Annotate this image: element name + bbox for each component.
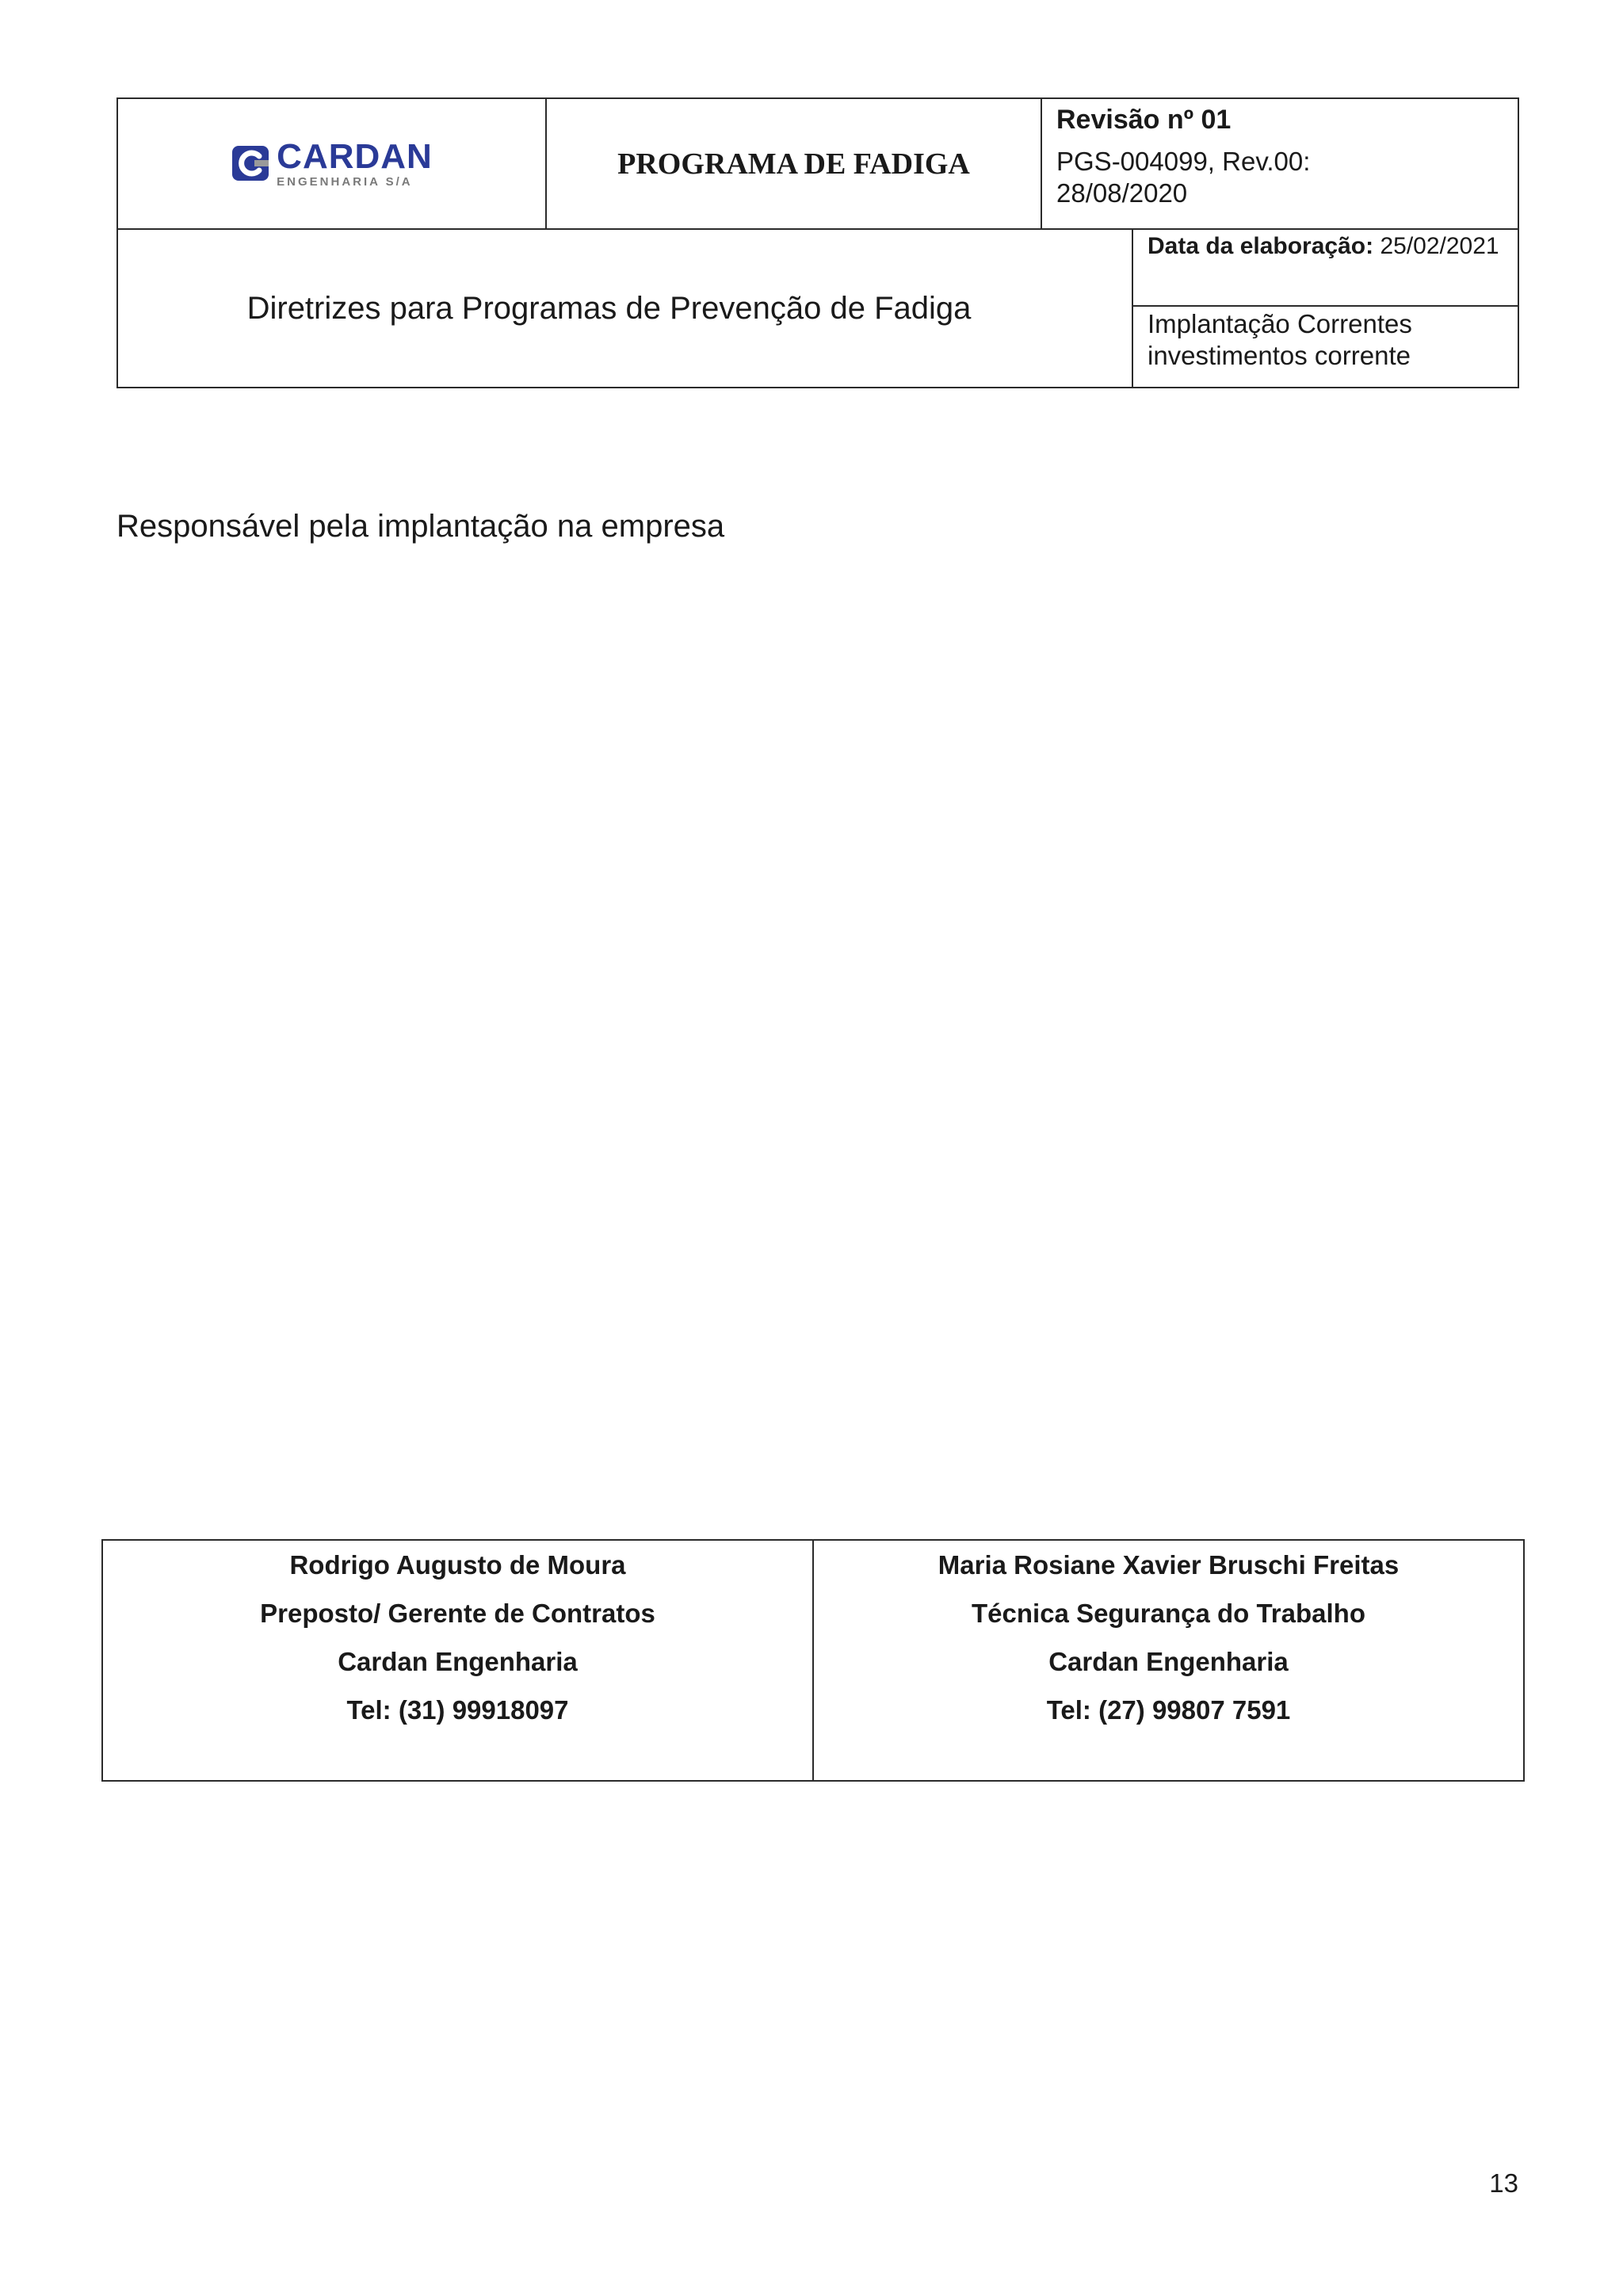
- elaboration-label: Data da elaboração:: [1148, 233, 1374, 259]
- implantation-cell: [1132, 306, 1518, 388]
- signer-company: Cardan Engenharia: [338, 1647, 578, 1676]
- company-logo: [231, 136, 433, 189]
- signer-phone: Tel: (31) 99918097: [346, 1695, 569, 1725]
- page-number: 13: [1489, 2168, 1518, 2198]
- revision-date: 28/08/2020: [1056, 178, 1188, 208]
- logo-cell: [117, 98, 546, 229]
- elaboration-date: 25/02/2021: [1380, 233, 1499, 259]
- revision-code: PGS-004099, Rev.00:: [1056, 146, 1311, 176]
- signature-block-left: [102, 1540, 813, 1781]
- signer-phone: Tel: (27) 99807 7591: [1046, 1695, 1291, 1725]
- signer-role: Técnica Segurança do Trabalho: [972, 1599, 1365, 1628]
- implantation-line-1: Implantação Correntes: [1148, 309, 1412, 338]
- responsible-heading: Responsável pela implantação na empresa: [116, 509, 725, 544]
- program-title: PROGRAMA DE FADIGA: [546, 98, 1041, 229]
- signer-name: Maria Rosiane Xavier Bruschi Freitas: [938, 1550, 1400, 1580]
- document-subtitle: Diretrizes para Programas de Prevenção de Fadiga: [117, 229, 1132, 388]
- revision-title: Revisão nº 01: [1056, 105, 1232, 135]
- cardan-logo-icon: [231, 143, 272, 184]
- document-header-table: [116, 97, 1519, 388]
- signer-name: Rodrigo Augusto de Moura: [289, 1550, 626, 1580]
- logo-subtitle: ENGENHARIA S/A: [277, 174, 413, 189]
- implantation-line-2: investimentos corrente: [1148, 341, 1411, 371]
- elaboration-date-cell: [1132, 229, 1518, 306]
- signer-role: Preposto/ Gerente de Contratos: [260, 1599, 655, 1628]
- logo-name: CARDAN: [277, 136, 433, 176]
- signature-table: [101, 1539, 1525, 1782]
- signature-block-right: [813, 1540, 1524, 1781]
- revision-cell: [1041, 98, 1518, 229]
- signer-company: Cardan Engenharia: [1048, 1647, 1289, 1676]
